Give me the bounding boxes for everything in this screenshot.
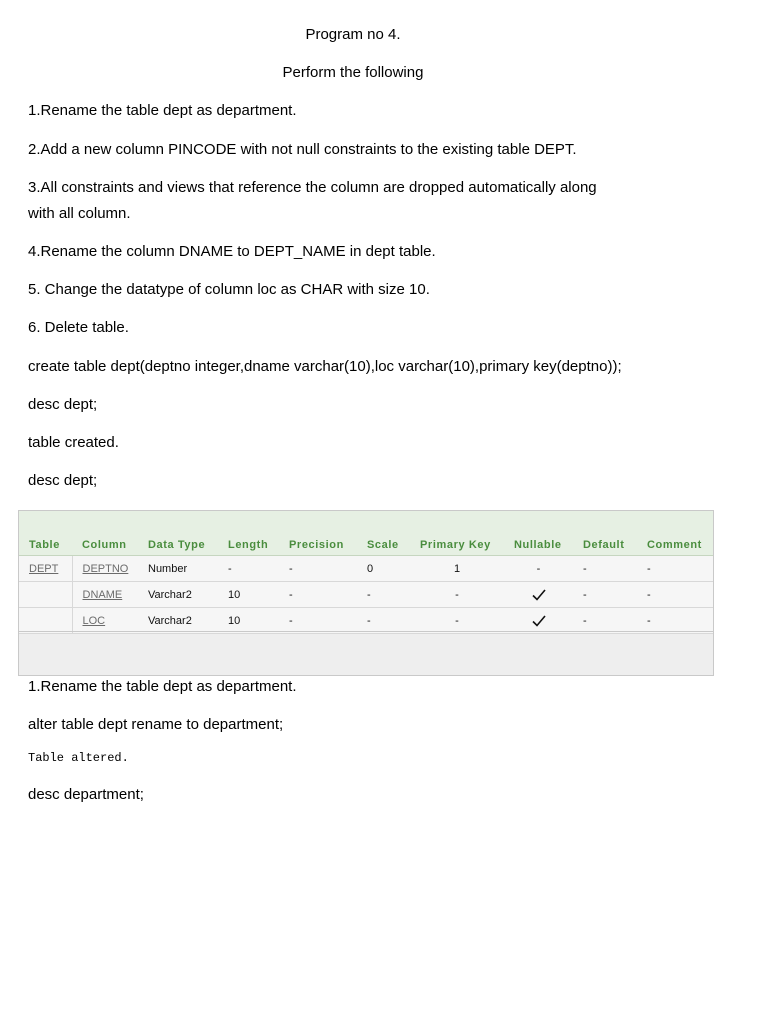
cell-type: Varchar2 [138, 608, 218, 634]
describe-table [19, 511, 713, 634]
col-header[interactable]: Length [218, 511, 279, 556]
cell-table [19, 608, 72, 634]
cell-precision: - [279, 582, 357, 608]
cell-length: - [218, 556, 279, 582]
col-header[interactable]: Column [72, 511, 138, 556]
task-3: 3.All constraints and views that reference the column are dropped automatically along [28, 179, 597, 196]
desc-statement-2: desc dept; [28, 472, 98, 489]
table-row [19, 608, 713, 634]
cell-length: 10 [218, 582, 279, 608]
check-icon [532, 588, 546, 602]
col-header[interactable]: Primary Key [410, 511, 504, 556]
table-divider [19, 631, 713, 632]
desc-statement-1: desc dept; [28, 396, 98, 413]
cell-precision: - [279, 556, 357, 582]
cell-scale: - [357, 582, 410, 608]
table-header-row [19, 511, 713, 556]
cell-scale: 0 [357, 556, 410, 582]
cell-primary-key: - [410, 608, 504, 634]
col-header[interactable]: Comment [637, 511, 713, 556]
cell-length: 10 [218, 608, 279, 634]
task-4: 4.Rename the column DNAME to DEPT_NAME in dept table. [28, 243, 436, 260]
column-link[interactable]: DNAME [82, 588, 123, 601]
cell-primary-key: 1 [410, 556, 504, 582]
cell-primary-key: - [410, 582, 504, 608]
table-created-text: table created. [28, 434, 119, 451]
describe-table-panel [18, 510, 714, 676]
cell-type: Varchar2 [138, 582, 218, 608]
table-row [19, 582, 713, 608]
table-link[interactable]: DEPT [29, 562, 59, 575]
col-header[interactable]: Precision [279, 511, 357, 556]
col-header[interactable]: Table [19, 511, 72, 556]
task-2: 2.Add a new column PINCODE with not null constraints to the existing table DEPT. [28, 141, 577, 158]
col-header[interactable]: Scale [357, 511, 410, 556]
alter-statement: alter table dept rename to department; [28, 716, 284, 733]
after-task-1: 1.Rename the table dept as department. [28, 678, 297, 695]
cell-type: Number [138, 556, 218, 582]
desc-department-statement: desc department; [28, 786, 144, 803]
check-icon [532, 614, 546, 628]
cell-comment: - [637, 556, 713, 582]
col-header[interactable]: Nullable [504, 511, 573, 556]
column-link[interactable]: DEPTNO [82, 562, 129, 575]
task-6: 6. Delete table. [28, 319, 129, 336]
task-5: 5. Change the datatype of column loc as CHAR with size 10. [28, 281, 430, 298]
cell-table [19, 582, 72, 608]
cell-nullable: - [504, 556, 573, 582]
cell-precision: - [279, 608, 357, 634]
task-1: 1.Rename the table dept as department. [28, 102, 297, 119]
table-row [19, 556, 713, 582]
page-subtitle: Perform the following [282, 64, 424, 81]
create-statement: create table dept(deptno integer,dname varchar(10),loc varchar(10),primary key(deptno)); [28, 358, 622, 375]
table-altered-text: Table altered. [28, 751, 129, 765]
cell-comment: - [637, 582, 713, 608]
cell-default: - [573, 608, 637, 634]
cell-comment: - [637, 608, 713, 634]
cell-default: - [573, 582, 637, 608]
task-3-cont: with all column. [28, 205, 131, 222]
page-title: Program no 4. [305, 26, 401, 43]
col-header[interactable]: Default [573, 511, 637, 556]
column-link[interactable]: LOC [82, 614, 106, 627]
cell-default: - [573, 556, 637, 582]
cell-scale: - [357, 608, 410, 634]
col-header[interactable]: Data Type [138, 511, 218, 556]
